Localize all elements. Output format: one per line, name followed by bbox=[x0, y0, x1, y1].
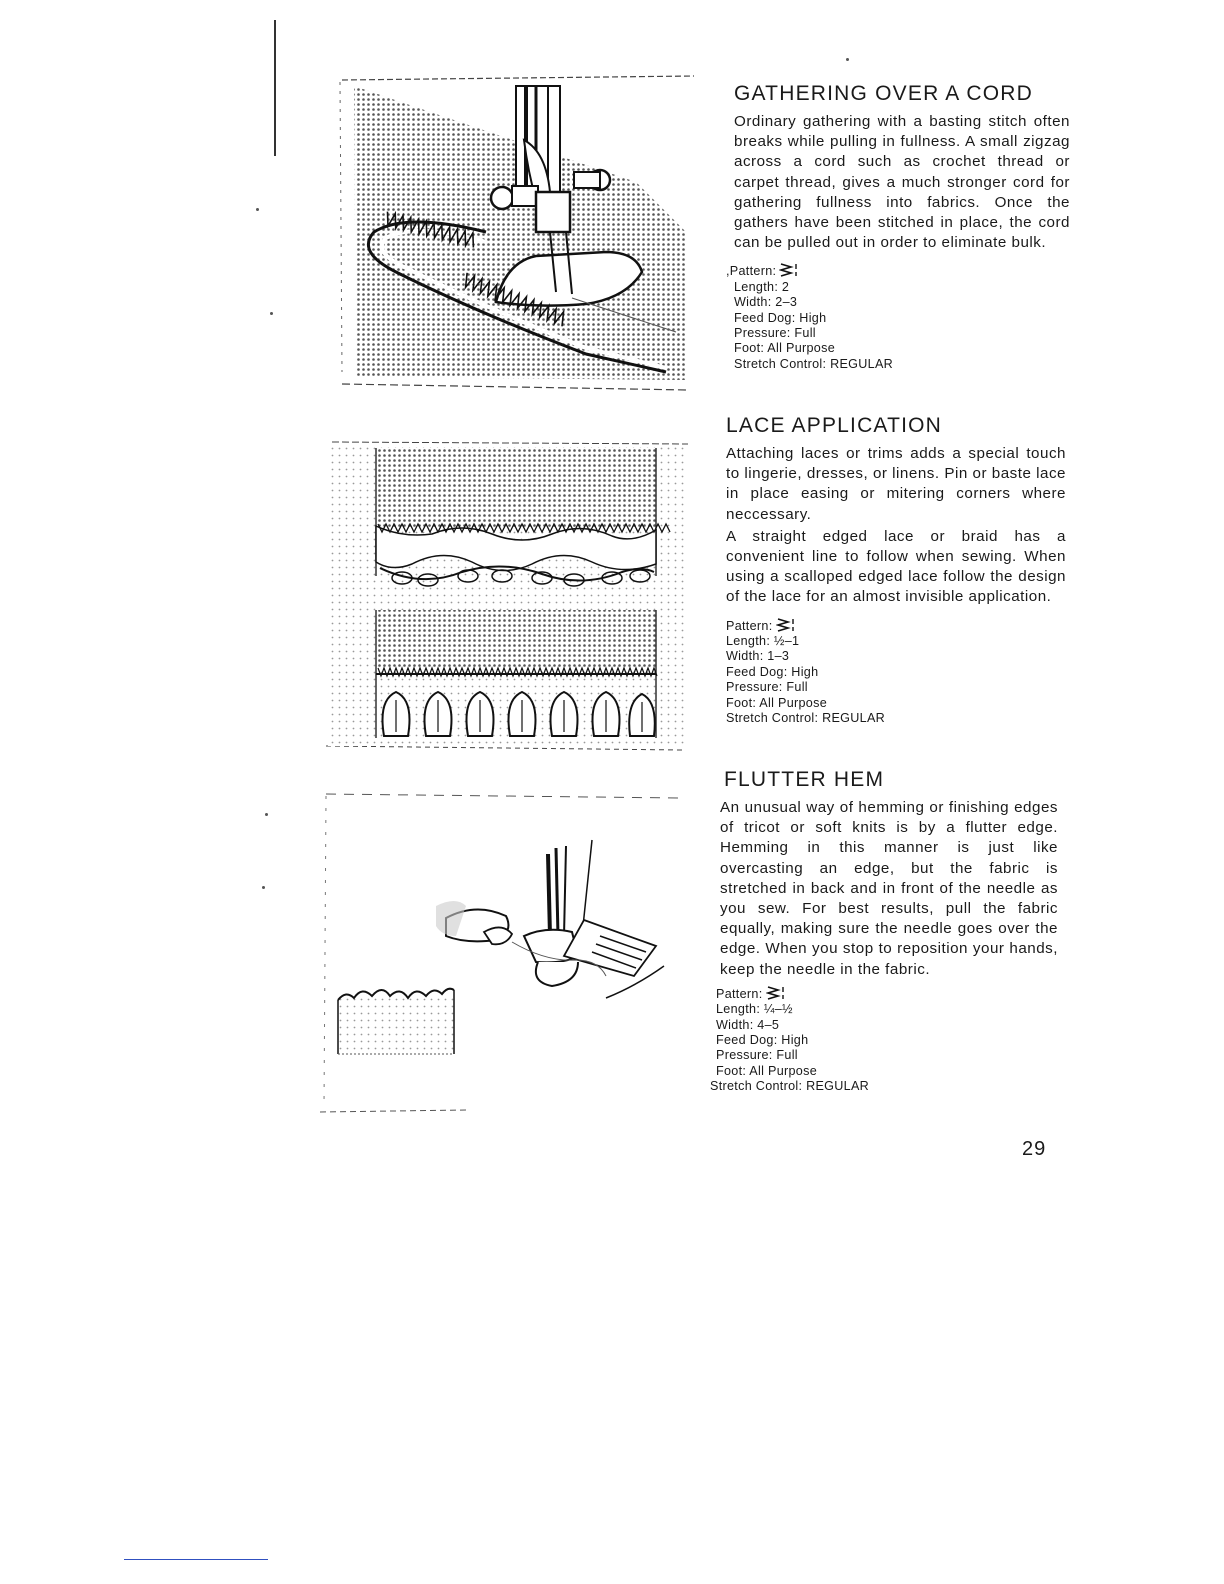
section-gathering-over-cord bbox=[726, 82, 1070, 372]
spec-width: Width: 4–5 bbox=[716, 1017, 780, 1032]
spec-feed-dog: Feed Dog: High bbox=[734, 310, 827, 325]
spec-stretch-control: Stretch Control: REGULAR bbox=[710, 1079, 870, 1094]
spec-foot: Foot: All Purpose bbox=[734, 341, 836, 356]
scan-speck bbox=[265, 813, 268, 816]
spec-pattern-label: Pattern: bbox=[726, 618, 773, 633]
spec-stretch-control: Stretch Control: REGULAR bbox=[734, 356, 894, 371]
spec-pressure: Pressure: Full bbox=[734, 326, 816, 341]
section-paragraph: Ordinary gathering with a basting stitch often breaks while pulling in fullness. A small zigzag across a cord such as crochet thread or carpet thread, gives a much stronger cord for gathering fullness into fabrics. Once the gathers have been stitched in place, the cord can be pulled out in order to eliminate bulk. bbox=[734, 113, 1070, 252]
spec-pattern bbox=[716, 984, 1058, 1002]
spec-feed-dog: Feed Dog: High bbox=[726, 664, 819, 679]
scan-speck bbox=[270, 312, 273, 315]
spec-pattern-label: ,Pattern: bbox=[726, 264, 777, 279]
section-lace-application bbox=[726, 414, 1066, 726]
spec-feed-dog: Feed Dog: High bbox=[716, 1033, 809, 1048]
spec-pattern bbox=[726, 261, 1070, 279]
zigzag-pattern-icon bbox=[776, 616, 796, 634]
lace-application-illustration bbox=[322, 438, 694, 754]
spec-width: Width: 1–3 bbox=[726, 649, 790, 664]
spec-pattern-label: Pattern: bbox=[716, 986, 763, 1001]
scan-speck bbox=[846, 58, 849, 61]
spec-foot: Foot: All Purpose bbox=[726, 695, 828, 710]
section-heading: GATHERING OVER A CORD bbox=[734, 82, 1034, 105]
settings-list bbox=[710, 984, 1058, 1095]
spec-pattern bbox=[726, 616, 1066, 634]
spec-foot: Foot: All Purpose bbox=[716, 1063, 818, 1078]
settings-list bbox=[726, 616, 1066, 727]
spec-pressure: Pressure: Full bbox=[716, 1048, 798, 1063]
spec-width: Width: 2–3 bbox=[734, 295, 798, 310]
settings-list bbox=[726, 261, 1070, 372]
scan-speck bbox=[256, 208, 259, 211]
section-heading: LACE APPLICATION bbox=[726, 414, 943, 437]
scan-edge-line bbox=[274, 20, 276, 156]
spec-length: Length: ½–1 bbox=[726, 634, 800, 649]
zigzag-pattern-icon bbox=[779, 261, 799, 279]
section-flutter-hem bbox=[710, 768, 1058, 1095]
zigzag-pattern-icon bbox=[766, 984, 786, 1002]
scan-rule-line bbox=[124, 1559, 268, 1560]
section-paragraph: A straight edged lace or braid has a convenient line to follow when sewing. When using a scalloped edged lace follow the design of the lace for an almost invisible application. bbox=[726, 527, 1066, 606]
section-paragraph: An unusual way of hemming or finishing edges of tricot or soft knits is by a flutter edge. Hemming in this manner is just like overcasting an edge, but the fabric is stretched in back and in front of the needle as you sew. For best results, pull the fabric equally, making sure the needle goes over the edge. When you stop to reposition your hands, keep the needle in the fabric. bbox=[720, 799, 1058, 978]
flutter-hem-illustration bbox=[316, 786, 688, 1116]
spec-length: Length: 2 bbox=[734, 279, 790, 294]
spec-pressure: Pressure: Full bbox=[726, 680, 808, 695]
scan-speck bbox=[262, 886, 265, 889]
section-paragraph: Attaching laces or trims adds a special touch to lingerie, dresses, or linens. Pin or baste lace in place easing or mitering corners where neccessary. bbox=[726, 445, 1066, 523]
gathering-cord-illustration bbox=[336, 72, 698, 398]
spec-stretch-control: Stretch Control: REGULAR bbox=[726, 711, 886, 726]
spec-length: Length: ¼–½ bbox=[716, 1002, 793, 1017]
section-heading: FLUTTER HEM bbox=[724, 768, 885, 791]
page-number: 29 bbox=[1022, 1138, 1047, 1160]
